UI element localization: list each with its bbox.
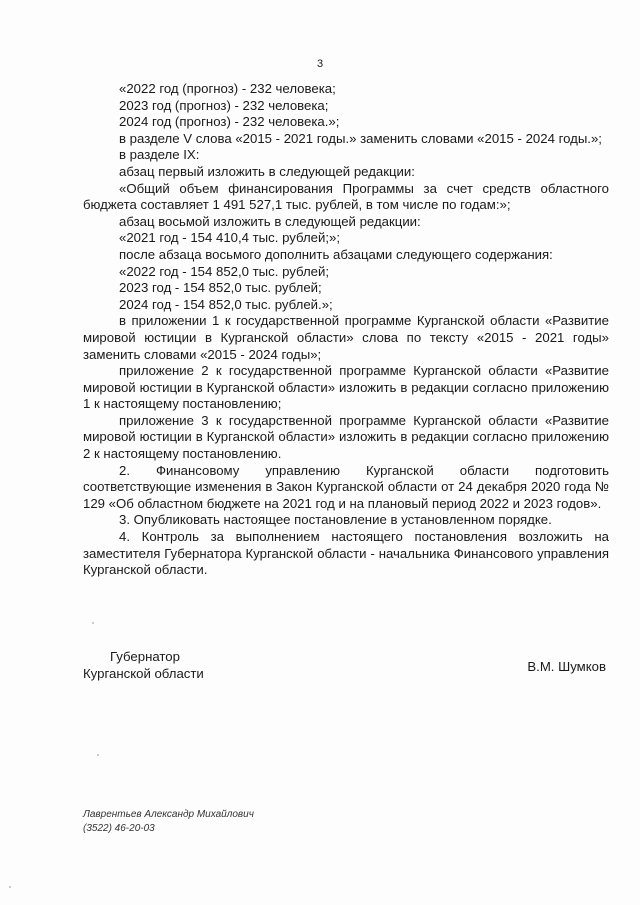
scan-speck bbox=[92, 622, 94, 624]
executor-phone: (3522) 46-20-03 bbox=[83, 822, 155, 834]
paragraph: в разделе IX: bbox=[119, 147, 200, 163]
paragraph: 2023 год - 154 852,0 тыс. рублей; bbox=[119, 280, 322, 296]
page-number: 3 bbox=[316, 58, 324, 70]
signature-title-line: Губернатор bbox=[110, 649, 180, 664]
paragraph: абзац первый изложить в следующей редакции: bbox=[119, 163, 415, 179]
signature-name: В.М. Шумков bbox=[527, 659, 606, 674]
paragraph: в разделе V слова «2015 - 2021 годы.» заменить словами «2015 - 2024 годы.»; bbox=[119, 130, 602, 146]
scan-speck bbox=[9, 886, 11, 888]
paragraph: приложение 3 к государственной программе Курганской области «Развитие мировой юстиции в Курганской области» изложить в редакции согласно приложению 2 к настоящему постановлению. bbox=[83, 412, 609, 462]
paragraph: 2024 год - 154 852,0 тыс. рублей.»; bbox=[119, 296, 333, 312]
executor-info bbox=[83, 808, 254, 835]
paragraph: «Общий объем финансирования Программы за счет средств областного бюджета составляет 1 491 527,1 тыс. рублей, в том числе по годам:»; bbox=[83, 180, 609, 213]
paragraph: «2022 год (прогноз) - 232 человека; bbox=[119, 81, 336, 96]
paragraph: 2024 год (прогноз) - 232 человека.»; bbox=[119, 114, 340, 130]
paragraph: «2022 год - 154 852,0 тыс. рублей; bbox=[119, 263, 330, 279]
paragraph: 3. Опубликовать настоящее постановление в установленном порядке. bbox=[119, 512, 552, 528]
paragraph: 4. Контроль за выполнением настоящего постановления возложить на заместителя Губернатора Курганской области - начальника Финансового управления Курганской области. bbox=[83, 529, 609, 578]
paragraph: приложение 2 к государственной программе Курганской области «Развитие мировой юстиции в Курганской области» изложить в редакции согласно приложению 1 к настоящему постановлению; bbox=[83, 363, 609, 412]
paragraph: «2021 год - 154 410,4 тыс. рублей;»; bbox=[119, 230, 341, 246]
paragraph: после абзаца восьмого дополнить абзацами следующего содержания: bbox=[119, 246, 553, 262]
scan-speck bbox=[97, 754, 99, 756]
paragraph: 2023 год (прогноз) - 232 человека; bbox=[119, 97, 329, 113]
signature-title bbox=[83, 648, 204, 682]
paragraph: 2. Финансовому управлению Курганской области подготовить соответствующие изменения в Закон Курганской области от 24 декабря 2020 года № 129 «Об областном бюджете на 2021 год и на плановый период 2022 и 2023 годов». bbox=[83, 462, 609, 511]
document-body bbox=[83, 81, 609, 579]
paragraph: в приложении 1 к государственной программе Курганской области «Развитие мировой юстиции в Курганской области» слова по тексту «2015 - 2021 годы» заменить словами «2015 - 2024 годы»; bbox=[83, 313, 609, 362]
executor-name: Лаврентьев Александр Михайлович bbox=[83, 809, 254, 820]
signature-title-line: Курганской области bbox=[83, 666, 204, 681]
paragraph: абзац восьмой изложить в следующей редакции: bbox=[119, 213, 421, 229]
